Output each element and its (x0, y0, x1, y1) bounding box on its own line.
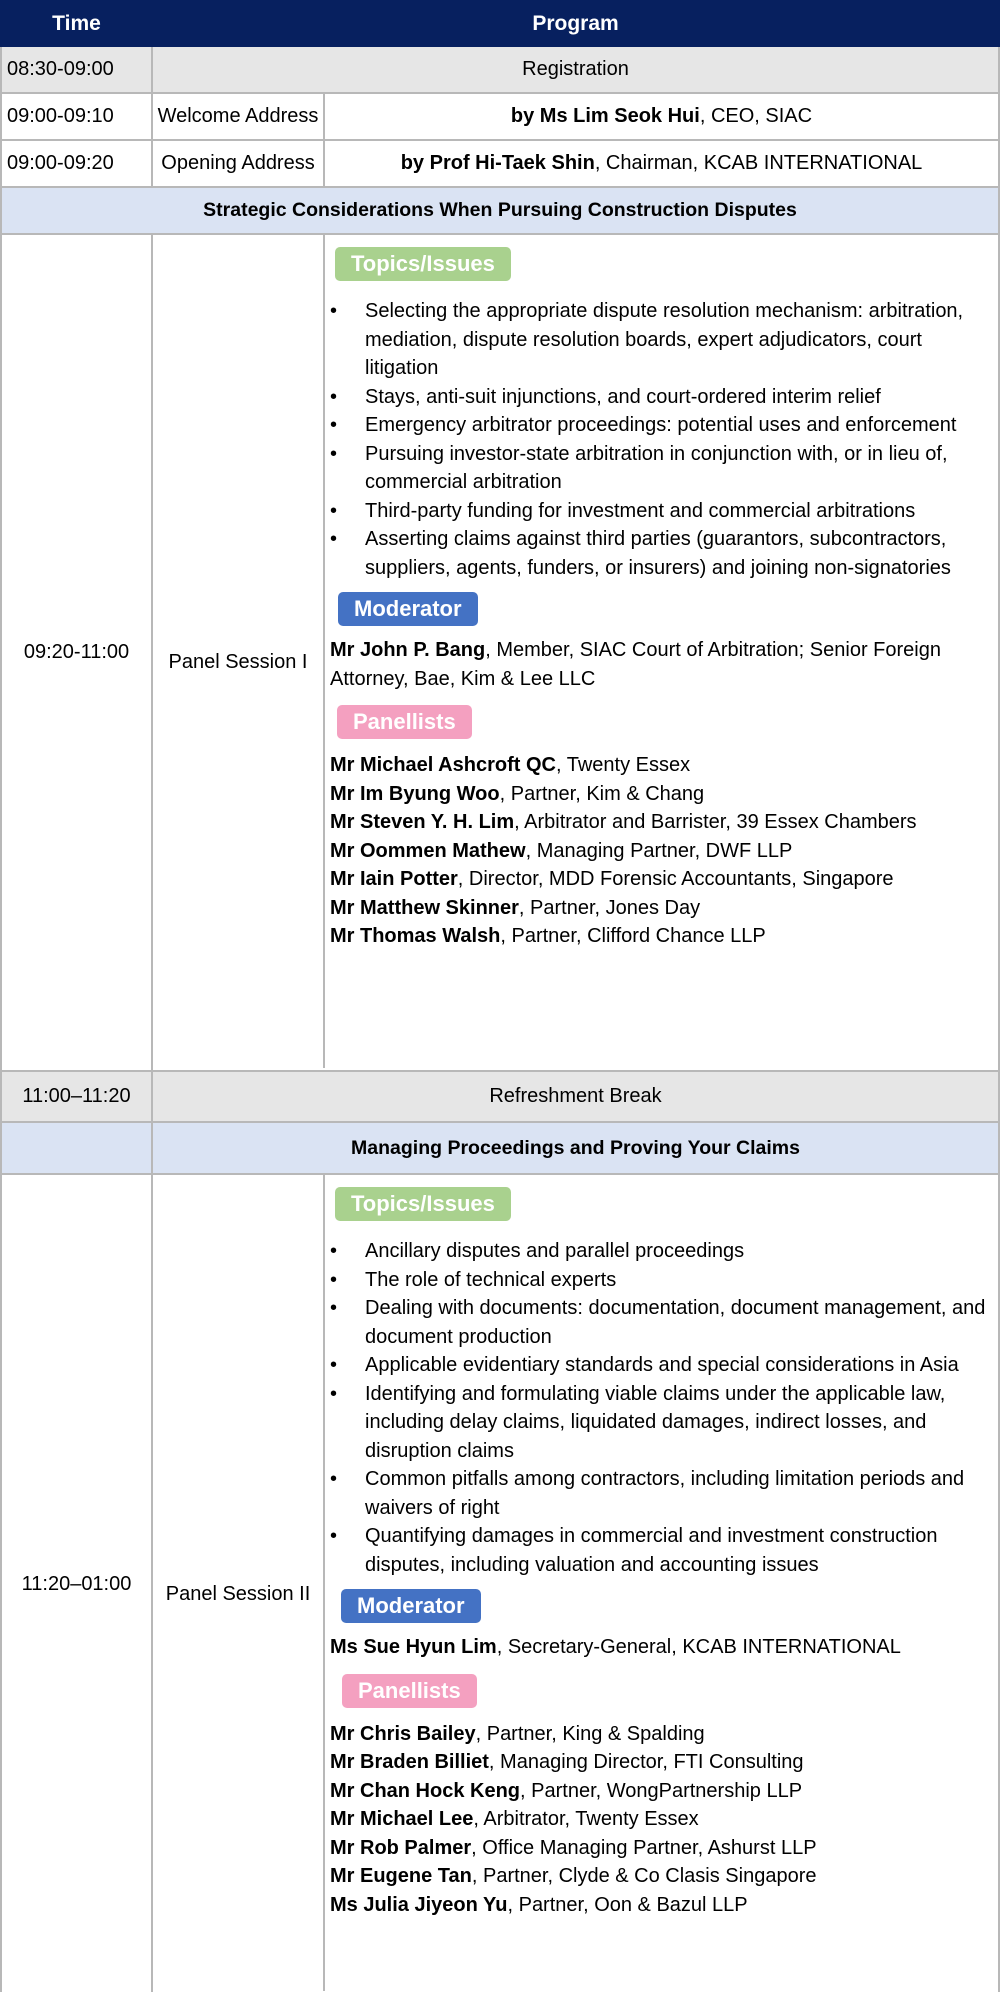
session1-panellist-name: Mr Iain Potter (330, 868, 458, 890)
session2-topic-item: • Quantifying damages in commercial and investment construction disputes, including valuation and accounting issues (330, 1522, 992, 1579)
session1-panellist (330, 780, 992, 809)
session1-panellist-role: , Arbitrator and Barrister, 39 Essex Chambers (514, 811, 917, 833)
registration-row (1, 46, 999, 93)
session2-moderator (330, 1633, 992, 1662)
welcome-label: Welcome Address (152, 93, 324, 140)
session2-moderator-badge: Moderator (341, 1589, 481, 1623)
session1-topic-item: • Pursuing investor-state arbitration in conjunction with, or in lieu of, commercial arbitration (330, 440, 992, 497)
welcome-speaker-name: by Ms Lim Seok Hui (510, 105, 700, 127)
session2-panellist-role: , Partner, WongPartnership LLP (520, 1779, 803, 1802)
welcome-speaker (324, 93, 999, 140)
session1-panellist-name: Mr Matthew Skinner (330, 896, 519, 919)
session2-moderator-role: , Secretary-General, KCAB INTERNATIONAL (496, 1636, 901, 1658)
break-row (1, 1071, 999, 1122)
session2-moderator-name: Ms Sue Hyun Lim (330, 1636, 497, 1658)
section2-row (1, 1122, 999, 1174)
section2-title: Managing Proceedings and Proving Your Claims (152, 1122, 999, 1174)
session1-moderator-name: Mr John P. Bang (330, 639, 486, 661)
session1-panellist-name: Mr Steven Y. H. Lim (330, 811, 515, 833)
session2-topic-item: • Identifying and formulating viable claims under the applicable law, including delay claims, liquidated damages, indirect losses, and disruption claims (330, 1380, 992, 1466)
session1-topic-item: • Selecting the appropriate dispute resolution mechanism: arbitration, mediation, dispute resolution boards, expert adjudicators, court litigation (330, 297, 992, 383)
header-row (1, 1, 999, 46)
opening-speaker-role: , Chairman, KCAB INTERNATIONAL (594, 152, 923, 174)
session2-panellist-name: Mr Eugene Tan (330, 1865, 472, 1887)
session2-panellist (330, 1891, 992, 1920)
session1-topic-item: • Asserting claims against third parties (guarantors, subcontractors, suppliers, agents, funders, or insurers) and joining non-signatories (330, 525, 992, 582)
session2-panellist-role: , Arbitrator, Twenty Essex (473, 1808, 699, 1830)
session1-time: 09:20-11:00 (1, 234, 152, 1071)
welcome-speaker-role: , CEO, SIAC (699, 105, 813, 127)
session1-row (1, 234, 999, 1071)
registration-time: 08:30-09:00 (1, 46, 152, 93)
session2-row (1, 1174, 999, 1992)
welcome-row (1, 93, 999, 140)
session1-topic-item: • Third-party funding for investment and commercial arbitrations (330, 497, 992, 526)
header-time: Time (1, 1, 152, 46)
session2-panellist-name: Mr Braden Billiet (330, 1751, 489, 1773)
session2-panellist (330, 1777, 992, 1806)
registration-label: Registration (152, 46, 999, 93)
session2-time: 11:20–01:00 (1, 1174, 152, 1992)
session2-panellist-name: Ms Julia Jiyeon Yu (330, 1893, 508, 1916)
session1-topics-badge: Topics/Issues (335, 247, 511, 281)
session2-panellist (330, 1748, 992, 1777)
session1-panellist (330, 922, 992, 951)
session1-panellist (330, 894, 992, 923)
session1-topic-item: • Stays, anti-suit injunctions, and court-ordered interim relief (330, 383, 992, 412)
session1-moderator-role: , Member, SIAC Court of Arbitration; Senior Foreign Attorney, Bae, Kim & Lee LLC (330, 639, 941, 690)
session1-panellist-role: , Partner, Kim & Chang (499, 782, 705, 805)
session2-topic-item: • The role of technical experts (330, 1266, 992, 1295)
section1-row (1, 187, 999, 234)
session2-panellist-role: , Managing Director, FTI Consulting (488, 1751, 804, 1773)
session1-panellist-role: , Twenty Essex (555, 754, 691, 776)
session2-panellist-role: , Partner, Clyde & Co Clasis Singapore (471, 1865, 817, 1887)
break-label: Refreshment Break (152, 1071, 999, 1122)
session1-topics-list (330, 297, 992, 582)
session2-panellists-list (330, 1720, 992, 1920)
session1-panellist-name: Mr Thomas Walsh (330, 925, 501, 947)
session2-panellist (330, 1720, 992, 1749)
session1-panellist-role: , Director, MDD Forensic Accountants, Singapore (457, 868, 894, 890)
session2-panellist-name: Mr Chan Hock Keng (330, 1779, 521, 1802)
session1-topic-item: • Emergency arbitrator proceedings: potential uses and enforcement (330, 411, 992, 440)
session1-panellist-role: , Partner, Jones Day (518, 896, 701, 919)
session2-panellist (330, 1862, 992, 1891)
opening-speaker (324, 140, 999, 187)
session2-label: Panel Session II (153, 1175, 324, 1991)
break-time: 11:00–11:20 (1, 1071, 152, 1122)
session1-panellist (330, 751, 992, 780)
session1-panellist-name: Mr Im Byung Woo (330, 782, 500, 805)
opening-row (1, 140, 999, 187)
session2-panellist-role: , Office Managing Partner, Ashurst LLP (471, 1836, 817, 1859)
session2-panellist (330, 1805, 992, 1834)
session2-topic-item: • Ancillary disputes and parallel proceedings (330, 1237, 992, 1266)
session1-panellist-role: , Managing Partner, DWF LLP (525, 839, 793, 862)
opening-label: Opening Address (152, 140, 324, 187)
session2-panellist-name: Mr Rob Palmer (330, 1836, 472, 1859)
session1-panellist (330, 808, 992, 837)
session2-topic-item: • Common pitfalls among contractors, including limitation periods and waivers of right (330, 1465, 992, 1522)
session2-topics-badge: Topics/Issues (335, 1187, 511, 1221)
session2-panellist-name: Mr Michael Lee (330, 1808, 474, 1830)
session1-panellist (330, 865, 992, 894)
session1-moderator-badge: Moderator (338, 592, 478, 626)
session1-panellist (330, 837, 992, 866)
session1-moderator (330, 636, 992, 693)
session2-panellists-badge: Panellists (342, 1674, 477, 1708)
session1-panellists-list (330, 751, 992, 951)
session1-panellist-name: Mr Michael Ashcroft QC (330, 754, 556, 776)
session2-panellist-name: Mr Chris Bailey (330, 1722, 476, 1745)
session1-label: Panel Session I (153, 235, 324, 1068)
session1-panellist-name: Mr Oommen Mathew (330, 839, 526, 862)
session2-panellist-role: , Partner, Oon & Bazul LLP (507, 1893, 748, 1916)
opening-time: 09:00-09:20 (1, 140, 152, 187)
header-program: Program (152, 1, 999, 46)
welcome-time: 09:00-09:10 (1, 93, 152, 140)
session2-panellist-role: , Partner, King & Spalding (475, 1722, 705, 1745)
session2-topic-item: • Applicable evidentiary standards and special considerations in Asia (330, 1351, 992, 1380)
session2-topics-list (330, 1237, 992, 1579)
session2-topic-item: • Dealing with documents: documentation, document management, and document production (330, 1294, 992, 1351)
session2-panellist (330, 1834, 992, 1863)
session1-panellist-role: , Partner, Clifford Chance LLP (500, 925, 766, 947)
opening-speaker-name: by Prof Hi-Taek Shin (400, 152, 595, 174)
section1-title: Strategic Considerations When Pursuing Construction Disputes (1, 187, 999, 234)
session1-panellists-badge: Panellists (337, 705, 472, 739)
